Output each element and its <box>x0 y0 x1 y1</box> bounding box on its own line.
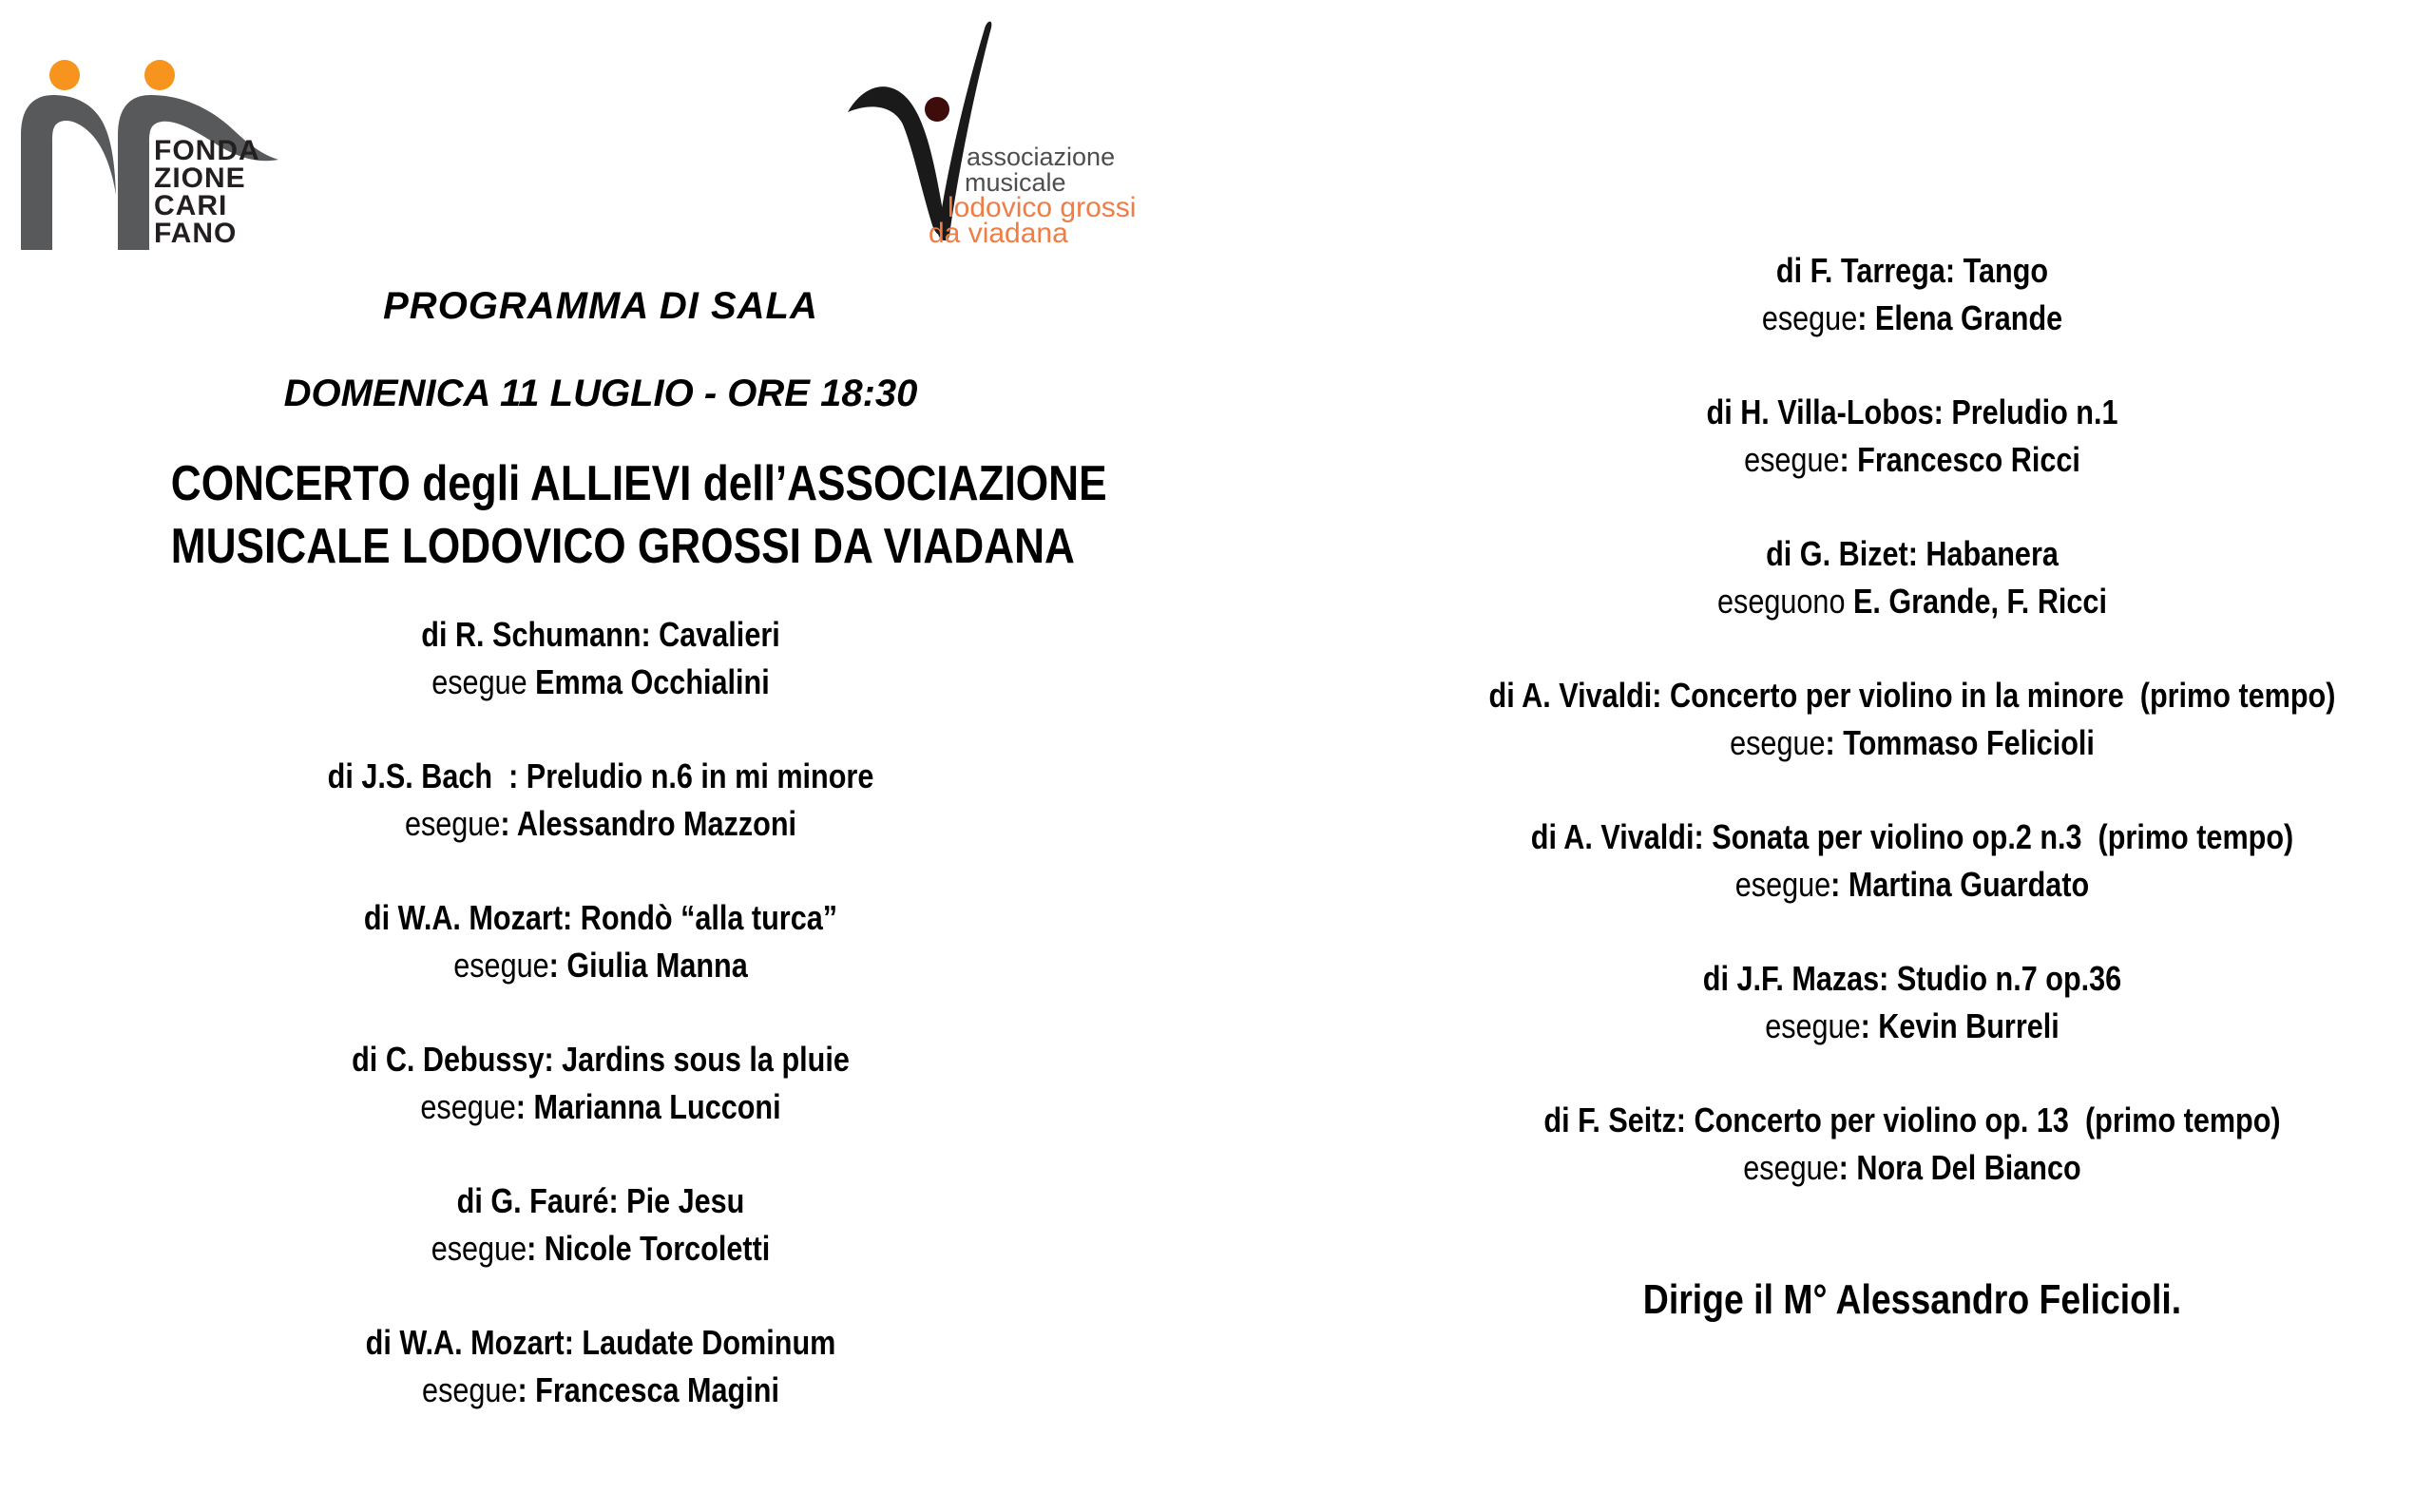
program-item <box>1376 389 2433 484</box>
performer-name: : Tommaso Felicioli <box>1825 723 2095 762</box>
person-head-1-icon <box>49 60 80 90</box>
associazione-musicale-logo <box>836 0 1178 276</box>
work-line: di H. Villa-Lobos: Preludio n.1 <box>1706 392 2118 431</box>
concert-title-line-2: MUSICALE LODOVICO GROSSI DA VIADANA <box>170 519 1075 574</box>
musicale-word: musicale <box>965 168 1066 197</box>
work-line: di F. Tarrega: Tango <box>1775 251 2049 290</box>
performer-name: : Giulia Manna <box>548 946 748 985</box>
performer-name: : Francesco Ricci <box>1839 440 2080 479</box>
performer-name: : Martina Guardato <box>1830 865 2090 904</box>
program-list-right <box>1376 247 2433 1192</box>
program-item <box>1376 530 2433 625</box>
fondazione-carifano-wordmark <box>154 137 260 247</box>
wordmark-line: FANO <box>154 218 238 249</box>
work-line: di C. Debussy: Jardins sous la pluie <box>352 1040 850 1079</box>
work-line: di R. Schumann: Cavalieri <box>421 615 780 654</box>
v-dot-icon <box>925 97 949 122</box>
associazione-word: associazione <box>967 143 1116 171</box>
wordmark-line: CARI <box>154 190 228 221</box>
work-line: di A. Vivaldi: Concerto per violino in la minore (primo tempo) <box>1488 676 2336 715</box>
wordmark-line: FONDA <box>154 135 260 166</box>
performer-prefix: esegue <box>431 662 527 701</box>
performer-prefix: esegue <box>1734 865 1831 904</box>
performer-name: Emma Occhialini <box>527 662 770 701</box>
performer-line <box>1457 1144 2368 1192</box>
program-item <box>95 1036 1106 1131</box>
performer-prefix: esegue <box>1730 723 1826 762</box>
performer-prefix: esegue <box>453 946 549 985</box>
kicker-heading: PROGRAMMA DI SALA <box>383 285 818 327</box>
performer-name: : Alessandro Mazzoni <box>500 804 797 843</box>
performer-line <box>171 1225 1030 1273</box>
program-item <box>1376 247 2433 342</box>
fondazione-carifano-logo <box>10 48 295 257</box>
performer-line <box>171 659 1030 706</box>
performer-prefix: esegue <box>431 1229 527 1268</box>
work-line: di J.S. Bach : Preludio n.6 in mi minore <box>327 756 874 795</box>
work-line: di W.A. Mozart: Laudate Dominum <box>365 1323 836 1362</box>
performer-name: : Marianna Lucconi <box>515 1087 781 1126</box>
program-item <box>1376 672 2433 767</box>
performer-line <box>171 1367 1030 1414</box>
performer-prefix: eseguono <box>1717 582 1846 621</box>
performer-name: : Nicole Torcoletti <box>527 1229 771 1268</box>
date-heading: DOMENICA 11 LUGLIO - ORE 18:30 <box>283 373 918 414</box>
performer-line <box>171 1083 1030 1131</box>
associazione-wordmark <box>929 143 1137 249</box>
performer-line <box>171 942 1030 989</box>
performer-name: : Francesca Magini <box>517 1370 779 1409</box>
performer-prefix: esegue <box>420 1087 516 1126</box>
program-item <box>95 753 1106 848</box>
program-item <box>95 611 1106 706</box>
conductor-line: Dirige il M° Alessandro Felicioli. <box>1642 1276 2182 1323</box>
work-line: di W.A. Mozart: Rondò “alla turca” <box>363 898 838 937</box>
program-list-left <box>95 611 1106 1414</box>
program-item <box>1376 955 2433 1050</box>
work-line: di A. Vivaldi: Sonata per violino op.2 n.3 (primo tempo) <box>1530 817 2294 856</box>
lodovico-grossi-word: lodovico grossi <box>948 192 1137 223</box>
performer-line <box>1457 578 2368 625</box>
person-body-1-icon <box>21 95 116 250</box>
performer-line <box>1457 436 2368 484</box>
wordmark-line: ZIONE <box>154 163 246 194</box>
performer-line <box>1457 861 2368 909</box>
right-column <box>1376 247 2433 1325</box>
concert-title-line-1: CONCERTO degli ALLIEVI dell’ASSOCIAZIONE <box>170 456 1107 511</box>
performer-prefix: esegue <box>1743 1148 1839 1187</box>
work-line: di J.F. Mazas: Studio n.7 op.36 <box>1702 959 2122 998</box>
performer-name: E. Grande, F. Ricci <box>1845 582 2107 621</box>
program-item <box>1376 1097 2433 1192</box>
performer-prefix: esegue <box>1761 298 1858 337</box>
performer-prefix: esegue <box>1765 1006 1861 1045</box>
performer-line <box>1457 1003 2368 1050</box>
work-line: di F. Seitz: Concerto per violino op. 13 (primo tempo) <box>1543 1101 2281 1139</box>
performer-line <box>171 800 1030 848</box>
program-item <box>95 1319 1106 1414</box>
performer-name: : Elena Grande <box>1857 298 2063 337</box>
concert-title <box>95 452 1106 578</box>
work-line: di G. Bizet: Habanera <box>1766 534 2059 573</box>
performer-prefix: esegue <box>422 1370 518 1409</box>
program-item <box>1376 813 2433 909</box>
left-column <box>95 285 1106 1461</box>
program-item <box>95 894 1106 989</box>
da-viadana-word: da viadana <box>929 218 1068 249</box>
person-head-2-icon <box>144 60 175 90</box>
performer-prefix: esegue <box>404 804 501 843</box>
performer-name: : Kevin Burreli <box>1860 1006 2059 1045</box>
performer-name: : Nora Del Bianco <box>1838 1148 2081 1187</box>
performer-line <box>1457 719 2368 767</box>
program-item <box>95 1177 1106 1273</box>
performer-prefix: esegue <box>1744 440 1840 479</box>
performer-line <box>1457 295 2368 342</box>
work-line: di G. Fauré: Pie Jesu <box>456 1181 745 1220</box>
